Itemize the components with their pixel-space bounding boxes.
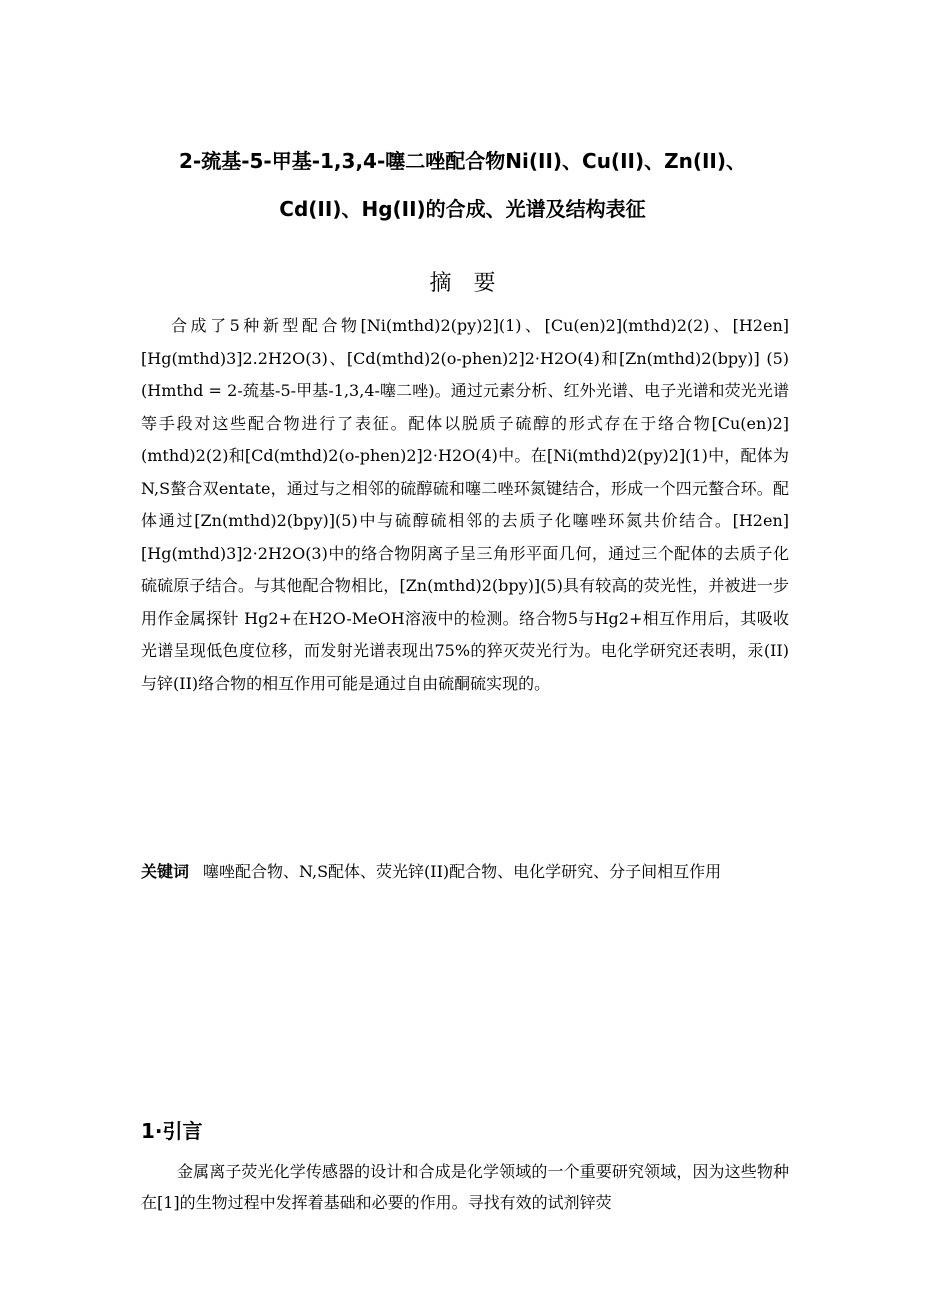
- keywords-text: 噻唑配合物、N,S配体、荧光锌(II)配合物、电化学研究、分子间相互作用: [203, 862, 722, 881]
- abstract-heading: 摘要: [429, 271, 518, 296]
- keywords-label: 关键词: [141, 862, 190, 881]
- section-1-heading: 1·引言: [141, 1119, 203, 1143]
- keywords-paragraph: [141, 854, 789, 890]
- section-1-body: 金属离子荧光化学传感器的设计和合成是化学领域的一个重要研究领域，因为这些物种在[1]的生物过程中发挥着基础和必要的作用。寻找有效的试剂锌荧: [141, 1162, 789, 1212]
- title-line-1: 2-巯基-5-甲基-1,3,4-噻二唑配合物Ni(II)、Cu(II)、Zn(II)、: [178, 149, 747, 173]
- abstract-body: 合成了5种新型配合物[Ni(mthd)2(py)2](1)、[Cu(en)2](mthd)2(2)、[H2en][Hg(mthd)3]2.2H2O(3)、[Cd(mthd)2(o-phen)2]2·H2O(4)和[Zn(mthd)2(bpy)] (5) (Hmthd = 2-巯基-5-甲基-1,3,4-噻二唑)。通过元素分析、红外光谱、电子光谱和荧光光谱等手段对这些配合物进行了表征。配体以脱质子硫醇的形式存在于络合物[Cu(en)2](mthd)2(2)和[Cd(mthd)2(o-phen)2]2·H2O(4)中。在[Ni(mthd)2(py)2](1)中，配体为N,S螯合双entate，通过与之相邻的硫醇硫和噻二唑环氮键结合，形成一个四元螯合环。配体通过[Zn(mthd)2(bpy)](5)中与硫醇硫相邻的去质子化噻唑环氮共价结合。[H2en][Hg(mthd)3]2·2H2O(3)中的络合物阴离子呈三角形平面几何，通过三个配体的去质子化硫硫原子结合。与其他配合物相比，[Zn(mthd)2(bpy)](5)具有较高的荧光性，并被进一步用作金属探针 Hg2+在H2O-MeOH溶液中的检测。络合物5与Hg2+相互作用后，其吸收光谱呈现低色度位移，而发射光谱表现出75%的猝灭荧光行为。电化学研究还表明，汞(II)与锌(II)络合物的相互作用可能是通过自由硫酮硫实现的。: [141, 316, 789, 693]
- title-line-2: Cd(II)、Hg(II)的合成、光谱及结构表征: [279, 197, 646, 221]
